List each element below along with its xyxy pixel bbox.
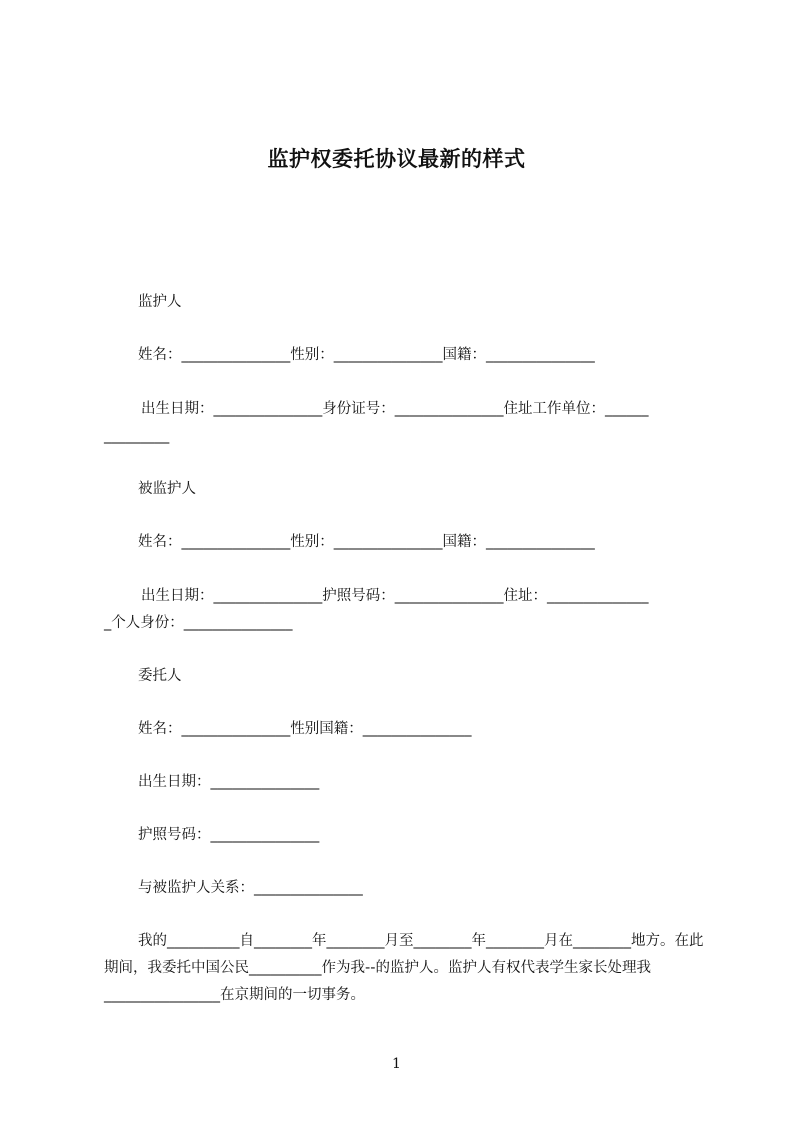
ward-birth-passport-address-line: 出生日期：_______________护照号码：_______________住址：______________ [141, 588, 649, 604]
document-title: 监护权委托协议最新的样式 [267, 147, 526, 171]
trustee-name-gender-nationality: 姓名：_______________性别国籍：_______________ [138, 721, 472, 737]
guardian-birth-id-address-line: 出生日期：_______________身份证号：_______________住址工作单位：______ [141, 401, 649, 417]
trustee-relationship: 与被监护人关系：_______________ [138, 880, 363, 896]
trustee-birth-date: 出生日期：_______________ [138, 774, 320, 790]
guardian-name-gender-nationality: 姓名：_______________性别：_______________国籍：_______________ [138, 347, 595, 363]
page-number: 1 [392, 1056, 401, 1072]
ward-name-gender-nationality: 姓名：_______________性别：_______________国籍：_______________ [138, 534, 595, 550]
guardian-heading: 监护人 [138, 294, 182, 310]
ward-heading: 被监护人 [138, 481, 196, 497]
guardian-address-continuation: _________ [104, 428, 170, 444]
trustee-passport-number: 护照号码：_______________ [138, 827, 320, 843]
entrustment-statement: 我的__________自________年________月至________年________月在________地方。在此期间，我委托中国公民__________作为我--的监护人。监护人有权代表学生家长处理我________________在京期间的一切事务。 [104, 933, 704, 1003]
trustee-heading: 委托人 [138, 668, 182, 684]
ward-identity-line: _个人身份：_______________ [104, 615, 293, 631]
